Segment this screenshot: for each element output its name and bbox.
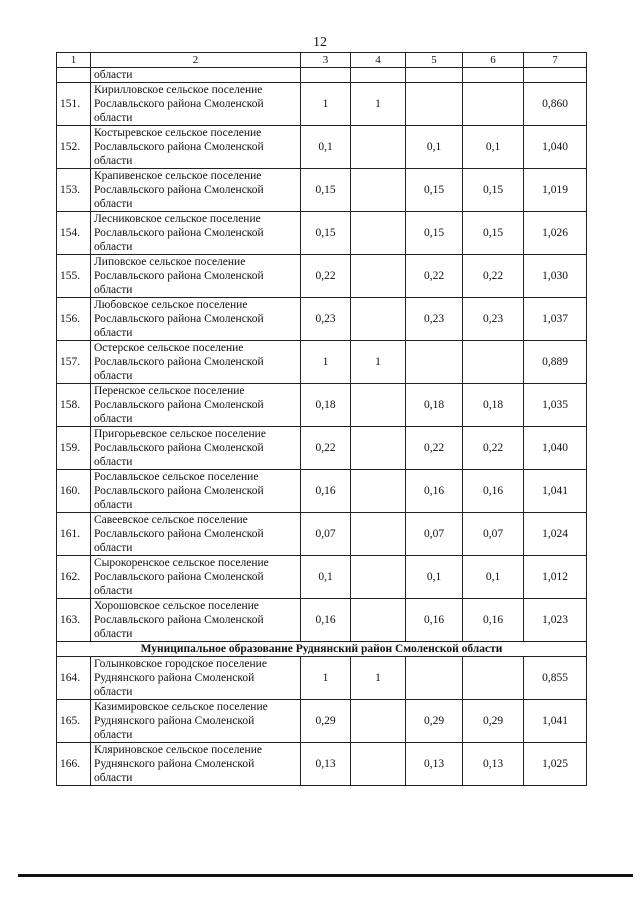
value-cell-col4	[351, 126, 406, 169]
table-row	[57, 298, 587, 341]
row-number-cell: 166.	[57, 743, 91, 786]
value-cell-col4	[351, 556, 406, 599]
table-row	[57, 427, 587, 470]
column-header: 2	[91, 53, 301, 68]
value-cell-col7: 1,024	[524, 513, 587, 556]
value-cell-col4	[351, 384, 406, 427]
value-cell-col4	[351, 255, 406, 298]
table-row	[57, 513, 587, 556]
value-cell-col4	[351, 700, 406, 743]
value-cell-col5: 0,07	[406, 513, 463, 556]
value-cell-col3: 1	[301, 83, 351, 126]
settlement-name-cell: Кляриновское сельское поселение Руднянского района Смоленской области	[91, 743, 301, 786]
value-cell-col5: 0,22	[406, 255, 463, 298]
value-cell-col5: 0,16	[406, 599, 463, 642]
row-number-cell: 160.	[57, 470, 91, 513]
value-cell-col6: 0,18	[463, 384, 524, 427]
value-cell-col6: 0,22	[463, 255, 524, 298]
value-cell-col7: 0,860	[524, 83, 587, 126]
continuation-text: области	[91, 68, 301, 83]
row-number-cell: 162.	[57, 556, 91, 599]
value-cell-col3: 0,15	[301, 169, 351, 212]
settlement-name-cell: Хорошовское сельское поселение Рославльского района Смоленской области	[91, 599, 301, 642]
value-cell-col3: 1	[301, 341, 351, 384]
settlement-name-cell: Голынковское городское поселение Руднянского района Смоленской области	[91, 657, 301, 700]
settlement-name-cell: Рославльское сельское поселение Рославльского района Смоленской области	[91, 470, 301, 513]
table-row	[57, 700, 587, 743]
value-cell-col4	[351, 513, 406, 556]
value-cell-col6: 0,16	[463, 470, 524, 513]
table-body-roslavl	[57, 68, 587, 642]
table-row	[57, 126, 587, 169]
value-cell-col3: 0,16	[301, 470, 351, 513]
row-number-cell: 159.	[57, 427, 91, 470]
value-cell-col3: 0,29	[301, 700, 351, 743]
table-row	[57, 83, 587, 126]
value-cell-col5: 0,15	[406, 212, 463, 255]
value-cell-col7: 1,035	[524, 384, 587, 427]
value-cell-col3: 0,22	[301, 427, 351, 470]
value-cell-col7: 1,041	[524, 700, 587, 743]
value-cell-col6	[463, 341, 524, 384]
value-cell-col7: 1,026	[524, 212, 587, 255]
settlement-name-cell: Сырокоренское сельское поселение Рославльского района Смоленской области	[91, 556, 301, 599]
settlement-name-cell: Крапивенское сельское поселение Рославльского района Смоленской области	[91, 169, 301, 212]
value-cell-col6: 0,07	[463, 513, 524, 556]
row-number-cell: 153.	[57, 169, 91, 212]
value-cell-col3: 0,16	[301, 599, 351, 642]
value-cell-col4	[351, 743, 406, 786]
value-cell-col6: 0,13	[463, 743, 524, 786]
value-cell-col7: 1,037	[524, 298, 587, 341]
continuation-row	[57, 68, 587, 83]
settlement-name-cell: Пригорьевское сельское поселение Рославльского района Смоленской области	[91, 427, 301, 470]
value-cell-col5: 0,18	[406, 384, 463, 427]
table-body-rudnya	[57, 657, 587, 786]
table-row	[57, 255, 587, 298]
value-cell-col5	[406, 83, 463, 126]
value-cell-col7: 1,040	[524, 126, 587, 169]
value-cell-col5: 0,23	[406, 298, 463, 341]
value-cell-col5: 0,15	[406, 169, 463, 212]
value-cell-col3: 1	[301, 657, 351, 700]
settlement-name-cell: Костыревское сельское поселение Рославльского района Смоленской области	[91, 126, 301, 169]
table-row	[57, 556, 587, 599]
table-row	[57, 212, 587, 255]
value-cell-col4	[351, 298, 406, 341]
table-row	[57, 743, 587, 786]
column-header: 7	[524, 53, 587, 68]
settlement-name-cell: Казимировское сельское поселение Руднянского района Смоленской области	[91, 700, 301, 743]
value-cell-col5	[406, 341, 463, 384]
row-number-cell: 165.	[57, 700, 91, 743]
row-number-cell: 154.	[57, 212, 91, 255]
bottom-rule	[18, 874, 633, 877]
value-cell-col5: 0,16	[406, 470, 463, 513]
value-cell-col4	[351, 599, 406, 642]
table-row	[57, 384, 587, 427]
table-row	[57, 657, 587, 700]
value-cell-col4: 1	[351, 83, 406, 126]
settlement-name-cell: Лесниковское сельское поселение Рославльского района Смоленской области	[91, 212, 301, 255]
row-number-cell: 152.	[57, 126, 91, 169]
value-cell-col4	[351, 427, 406, 470]
value-cell-col6: 0,1	[463, 126, 524, 169]
value-cell-col7: 1,012	[524, 556, 587, 599]
section-title: Муниципальное образование Руднянский район Смоленской области	[57, 642, 587, 657]
table-row	[57, 169, 587, 212]
settlement-name-cell: Кирилловское сельское поселение Рославльского района Смоленской области	[91, 83, 301, 126]
value-cell-col4: 1	[351, 341, 406, 384]
section-header-row	[57, 642, 587, 657]
value-cell-col3: 0,18	[301, 384, 351, 427]
value-cell-col7: 1,040	[524, 427, 587, 470]
value-cell-col5	[406, 657, 463, 700]
value-cell-col7: 1,023	[524, 599, 587, 642]
row-number-cell: 164.	[57, 657, 91, 700]
section-header-body	[57, 642, 587, 657]
value-cell-col5: 0,29	[406, 700, 463, 743]
value-cell-col6	[463, 657, 524, 700]
settlement-name-cell: Перенское сельское поселение Рославльского района Смоленской области	[91, 384, 301, 427]
value-cell-col3: 0,1	[301, 126, 351, 169]
table-row	[57, 341, 587, 384]
row-number-cell: 157.	[57, 341, 91, 384]
value-cell-col4	[351, 169, 406, 212]
value-cell-col6: 0,23	[463, 298, 524, 341]
column-header: 1	[57, 53, 91, 68]
value-cell-col6	[463, 83, 524, 126]
value-cell-col6: 0,16	[463, 599, 524, 642]
value-cell-col3: 0,07	[301, 513, 351, 556]
row-number-cell: 163.	[57, 599, 91, 642]
value-cell-col6: 0,1	[463, 556, 524, 599]
value-cell-col5: 0,22	[406, 427, 463, 470]
value-cell-col6: 0,22	[463, 427, 524, 470]
value-cell-col4	[351, 470, 406, 513]
table-row	[57, 599, 587, 642]
value-cell-col5: 0,1	[406, 126, 463, 169]
row-number-cell: 151.	[57, 83, 91, 126]
value-cell-col5: 0,1	[406, 556, 463, 599]
value-cell-col3: 0,23	[301, 298, 351, 341]
page-number: 12	[313, 35, 327, 50]
settlement-name-cell: Остерское сельское поселение Рославльского района Смоленской области	[91, 341, 301, 384]
value-cell-col7: 1,030	[524, 255, 587, 298]
column-header: 4	[351, 53, 406, 68]
value-cell-col3: 0,15	[301, 212, 351, 255]
value-cell-col3: 0,13	[301, 743, 351, 786]
value-cell-col7: 0,855	[524, 657, 587, 700]
table-row	[57, 470, 587, 513]
value-cell-col6: 0,29	[463, 700, 524, 743]
column-header: 3	[301, 53, 351, 68]
value-cell-col7: 1,041	[524, 470, 587, 513]
column-header: 6	[463, 53, 524, 68]
value-cell-col6: 0,15	[463, 212, 524, 255]
settlement-name-cell: Липовское сельское поселение Рославльского района Смоленской области	[91, 255, 301, 298]
column-number-row	[57, 53, 587, 68]
coefficients-table	[56, 52, 587, 786]
value-cell-col4: 1	[351, 657, 406, 700]
value-cell-col7: 1,025	[524, 743, 587, 786]
column-header: 5	[406, 53, 463, 68]
settlement-name-cell: Любовское сельское поселение Рославльского района Смоленской области	[91, 298, 301, 341]
value-cell-col6: 0,15	[463, 169, 524, 212]
value-cell-col3: 0,22	[301, 255, 351, 298]
value-cell-col7: 1,019	[524, 169, 587, 212]
row-number-cell: 155.	[57, 255, 91, 298]
value-cell-col3: 0,1	[301, 556, 351, 599]
row-number-cell: 156.	[57, 298, 91, 341]
value-cell-col4	[351, 212, 406, 255]
settlement-name-cell: Савеевское сельское поселение Рославльского района Смоленской области	[91, 513, 301, 556]
row-number-cell: 161.	[57, 513, 91, 556]
row-number-cell: 158.	[57, 384, 91, 427]
value-cell-col5: 0,13	[406, 743, 463, 786]
row-number-cell	[57, 68, 91, 83]
value-cell-col7: 0,889	[524, 341, 587, 384]
